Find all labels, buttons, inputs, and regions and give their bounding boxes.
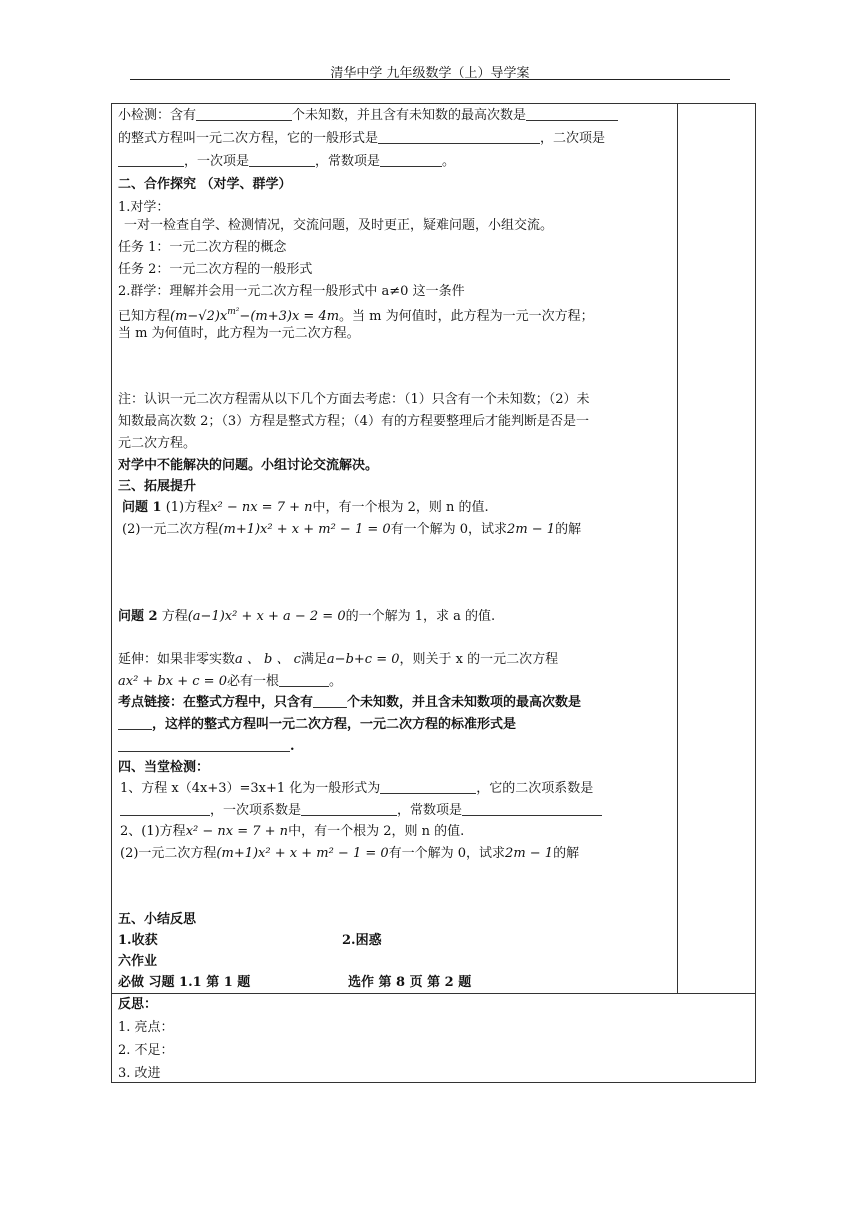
header-rule — [130, 79, 730, 80]
equation: (m−√2)x — [170, 309, 228, 324]
task-2: 任务 2：一元二次方程的一般形式 — [118, 262, 313, 277]
gain-label: 1.收获 — [118, 933, 158, 948]
extension-line2: ax² + bx + c = 0必有一根 。 — [118, 674, 343, 689]
blank — [120, 802, 210, 816]
equation: (m+1)x² + x + m² − 1 = 0 — [216, 846, 389, 861]
reflection-divider — [111, 993, 756, 994]
side-column-divider — [677, 103, 678, 994]
section-4-title: 四、当堂检测： — [118, 760, 210, 775]
duixue-desc: 一对一检查自学、检测情况，交流问题，及时更正，疑难问题，小组交流。 — [124, 218, 554, 233]
known-equation-line2: 当 m 为何值时，此方程为一元二次方程。 — [118, 326, 360, 341]
test-2a: 2、(1)方程x² − nx = 7 + n中，有一个根为 2，则 n 的值. — [120, 824, 465, 839]
blank — [118, 153, 184, 167]
blank — [196, 107, 292, 121]
equation: x² − nx = 7 + n — [210, 500, 313, 515]
blank — [249, 153, 315, 167]
link-line3: . — [118, 738, 295, 756]
blank — [526, 107, 618, 121]
reflection-item: 2. 不足： — [118, 1043, 174, 1058]
blank — [118, 738, 290, 752]
equation: ax² + bx + c = 0 — [118, 674, 227, 689]
equation: x² − nx = 7 + n — [185, 824, 289, 839]
qunxue: 2.群学：理解并会用一元二次方程一般形式中 a≠0 这一条件 — [118, 284, 465, 299]
blank — [313, 694, 347, 708]
blank — [279, 673, 329, 687]
blank — [380, 780, 476, 794]
question-2: 问题 2 方程(a−1)x² + x + a − 2 = 0的一个解为 1，求 a 的值. — [118, 609, 496, 624]
homework-optional: 选作 第 8 页 第 2 题 — [348, 975, 472, 990]
equation: (a−1)x² + x + a − 2 = 0 — [187, 609, 346, 624]
question-1a: 问题 1 (1)方程x² − nx = 7 + n中，有一个根为 2，则 n 的值. — [122, 500, 489, 515]
duixue-label: 1.对学： — [118, 200, 170, 215]
link-line1: 考点链接：在整式方程中，只含有 个未知数，并且含未知数项的最高次数是 — [118, 695, 582, 710]
blank — [462, 802, 602, 816]
test-2b: (2)一元二次方程(m+1)x² + x + m² − 1 = 0有一个解为 0，试求2m − 1的解 — [120, 846, 580, 861]
blank — [118, 716, 152, 730]
reflection-item: 1. 亮点： — [118, 1020, 174, 1035]
reflection-item: 3. 改进 — [118, 1066, 161, 1081]
blank — [301, 802, 397, 816]
known-equation-line: 已知方程$(m-√2)x^{m^2}-(m+3)x = 4m$。当 m 为何值时，此方程为一元一次方程； — [118, 307, 594, 324]
test-1-line1: 1、方程 x（4x+3）=3x+1 化为一般形式为 ，它的二次项系数是 — [120, 781, 594, 796]
unsolved-note: 对学中不能解决的问题。小组讨论交流解决。 — [118, 458, 379, 473]
note-line2: 知数最高次数 2；（3）方程是整式方程；（4）有的方程要整理后才能判断是否是一 — [118, 414, 589, 429]
blank — [378, 130, 540, 144]
section-6-title: 六作业 — [118, 954, 158, 969]
reflection-title: 反思： — [118, 997, 158, 1012]
confusion-label: 2.困惑 — [342, 933, 382, 948]
small-check-line3: ，一次项是 ，常数项是 。 — [118, 153, 455, 171]
section-3-title: 三、拓展提升 — [118, 479, 197, 494]
homework-required: 必做 习题 1.1 第 1 题 — [118, 975, 251, 990]
test-1-line2: ，一次项系数是 ，常数项是 — [120, 802, 602, 820]
page-header: 清华中学 九年级数学（上）导学案 — [330, 66, 530, 81]
blank — [380, 153, 442, 167]
question-1b: (2)一元二次方程(m+1)x² + x + m² − 1 = 0有一个解为 0，试求2m − 1的解 — [122, 522, 582, 537]
link-line2: ，这样的整式方程叫一元二次方程，一元二次方程的标准形式是 — [118, 716, 516, 734]
section-5-title: 五、小结反思 — [118, 912, 197, 927]
small-check-line2: 的整式方程叫一元二次方程，它的一般形式是 ，二次项是 — [118, 131, 606, 146]
small-check-line1: 小检测：含有 个未知数，并且含有未知数的最高次数是 — [118, 107, 618, 125]
equation: (m+1)x² + x + m² − 1 = 0 — [218, 522, 391, 537]
task-1: 任务 1：一元二次方程的概念 — [118, 240, 287, 255]
note-line1: 注：认识一元二次方程需从以下几个方面去考虑：（1）只含有一个未知数；（2）未 — [118, 392, 590, 407]
extension-line1: 延伸：如果非零实数a 、 b 、 c满足a−b+c = 0，则关于 x 的一元二次方程 — [118, 652, 559, 667]
note-line3: 元二次方程。 — [118, 436, 197, 451]
section-2-title: 二、合作探究 （对学、群学） — [118, 177, 292, 192]
